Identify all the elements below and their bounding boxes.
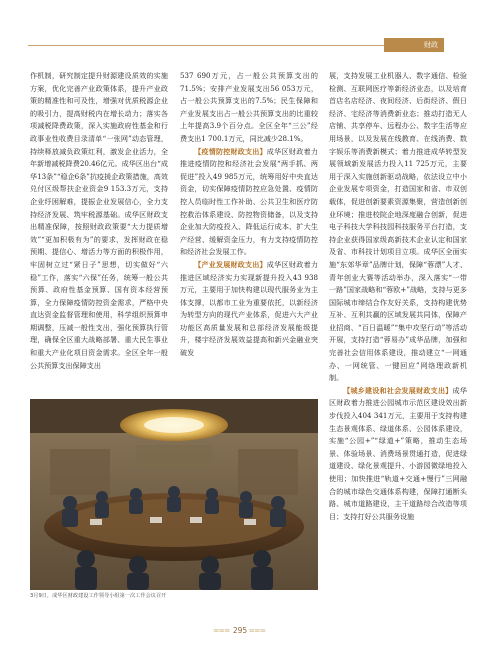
- section-paragraph-urban: [329, 385, 467, 524]
- photo-caption: 3月9日，成华区财政建设工作领导小组第一次工作会议召开: [30, 593, 167, 599]
- meeting-photo-illustration: [30, 399, 318, 590]
- page-number-value: 295: [232, 626, 248, 635]
- page-header: [0, 0, 480, 56]
- paragraph: 537 690万元，占一般公共预算支出的71.5%；安排产业发展支出56 053万元，占一般公共预算支出的7.5%；民生保障和产业发展支出占一般公共预算支出的比重较上年提高3.9个百分点。全区全年“三公”经费支出1 700.1万元，同比减少28.1%。: [180, 71, 318, 143]
- meeting-photo: [30, 399, 318, 590]
- text-column-3: [329, 70, 467, 523]
- header-rule: [28, 45, 444, 46]
- paragraph: 展，支持发展工业机器人、数字通信、检验检测、互联网医疗等新经济业态，以及培育首店名店经济、夜间经济、后街经济、假日经济、宅经济等消费新业态；推动打造无人店铺、共享停车、远程办公、数字生活等应用场景，以及发展在线教育、在线消费、数字娱乐等消费新模式；着力推进成华转型发展领域新发展活力投入11 725万元，主要用于深入实施创新驱动战略，依法设立中小企业发展专项资金，打造国家和省、市双创载体，促进创新要素资源集聚，营造创新创业环境；推进校院企地深度融合创新，促进电子科技大学科技园科技服务平台打造，支持企业获得国家级高新技术企业认定和国家及省、市科技计划项目立项。成华区全面实施“东郊华章”品牌计划，保障“蓉漂”人才、青年创业大赛等活动举办，深入落实“一带一路”国家战略和“蓉欧+”战略，支持与更多国际城市缔结合作友好关系，支持构建优势互补、互利共赢的区域发展共同体，保障产业招商、“百日温暖”“集中攻坚行动”等活动开展，支持打造“蓉易办”成华品牌，加强和完善社会信用体系建设，推动建立“一网通办、一网统管、一键回应”网络理政新机制。: [329, 71, 467, 383]
- section-title-epidemic: 【疫情防控财政支出】: [194, 147, 267, 156]
- page-number: [0, 626, 480, 635]
- section-paragraph-epidemic: [180, 146, 318, 259]
- section-body-epidemic: 成华区财政着力推进疫情防控和经济社会发展“两手抓、两促进”投入49 985万元，统筹用好中央直达资金，切实保障疫情防控应急处置、疫情防控人员临时性工作补助、公共卫生和医疗防控救治体系建设、防控物资储备，以及支持企业加大防疫投入、降低运行成本、扩大生产经营、缓解资金压力，有力支持疫情防控和经济社会发展工作。: [180, 146, 319, 257]
- section-body-urban: 成华区财政着力推进公园城市示范区建设效出新步伐投入404 341万元，主要用于支持构建生态景观体系、绿道体系、公园体系建设，实施“公园+”“绿道+”策略，推动生态场景、体验场景、消费场景贯通打造，促进绿道建设、绿化景观提升、小游园微绿地投入使用；加快推进“轨道+交通+慢行”三网融合的城市绿色交通体系构建，保障打通断头路、城市道路建设，主干道路综合改造等项目；支持打好公共服务设施: [329, 385, 468, 521]
- text-column-2: [180, 70, 318, 360]
- paragraph: 作机制，研究制定提升财源建设质效的实施方案，优化完善产业政策体系，提升产业政策的精准性和可及性，增强对优质税源企业的吸引力，提高财税内在增长动力；落实各项减税降费政策，深入实施政府性基金和行政事业性收费目录清单“一张网”动态管理，持续释放减负政策红利，激发企业活力，全年新增减税降费20.46亿元。成华区出台“成华13条”“稳企6条”抗疫援企政策措施，高效兑付区级帮扶企业资金9 153.3万元，支持企业纾困解难，提振企业发展信心，全力支持经济发展、筑牢税源基础。成华区财政支出精准保障，按照财政政策要“大力提质增效”“更加积极有为”的要求，发挥财政在稳预期、提信心、增活力等方面的积极作用，牢固树立过“紧日子”思想，切实做好“六稳”工作，落实“六保”任务，统筹一般公共预算、政府性基金预算、国有资本经营预算，全力保障疫情防控资金需求，严格中央直达资金监督管理和使用，科学组织预算申期调整，压减一般性支出，强化预算执行管理，确保全区重大战略部署、重大民生事业和重大产业化项目资金需求。全区全年一般公共预算支出保障支出: [30, 71, 168, 370]
- page-number-ornament-right: ═══: [249, 626, 267, 635]
- section-body-industry: 成华区财政着力推进区域经济实力实现新提升投入43 938万元，主要用于加快构建以现代服务业为主体支撑，以都市工业为重要依托，以新经济为转型方向的现代产业体系，促进六大产业功能区高质量发展和总部经济发展能级提升，楼宇经济发展效益提高和新兴金融业突破发: [180, 259, 319, 358]
- text-column-1: [30, 70, 168, 372]
- section-title-urban: 【城乡建设和社会发展财政支出】: [343, 386, 453, 395]
- header-section-label: 财政: [424, 41, 438, 49]
- section-title-industry: 【产业发展财政支出】: [194, 260, 267, 269]
- section-paragraph-industry: [180, 259, 318, 360]
- page-number-ornament-left: ═══: [213, 626, 231, 635]
